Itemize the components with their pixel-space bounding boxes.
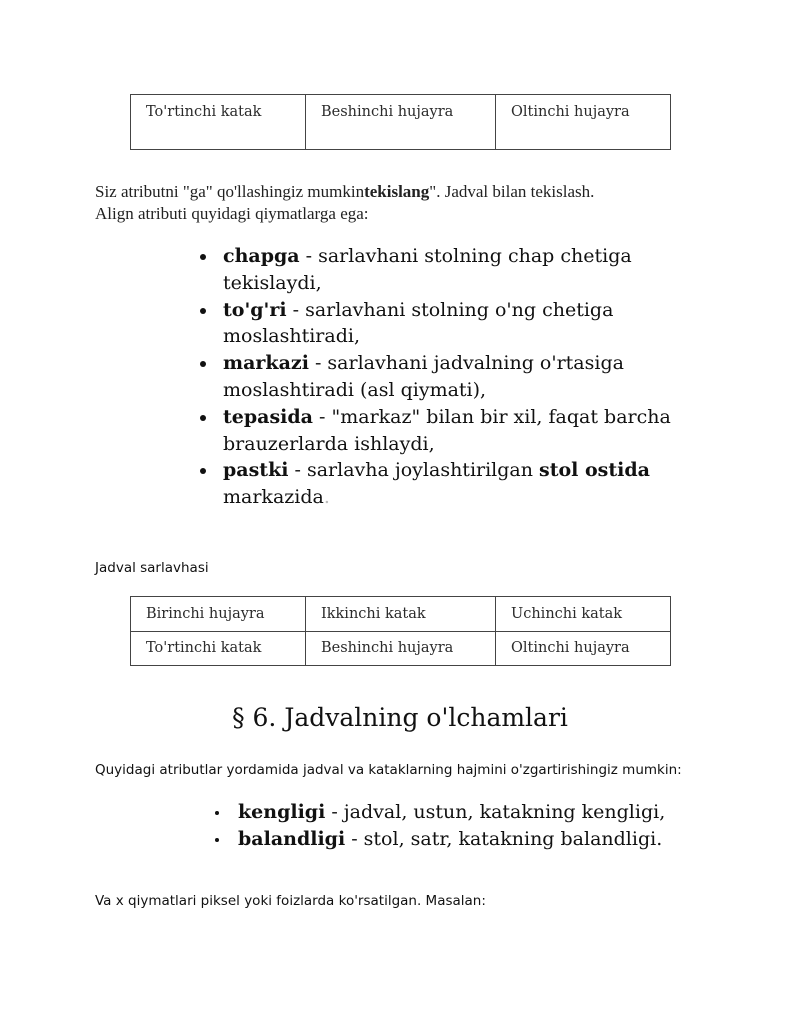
table-bottom (130, 596, 671, 666)
list-item-term: kengligi (238, 801, 326, 823)
list-item-desc: - sarlavhani stolning o'ng chetiga moslashtiradi, (223, 298, 614, 348)
table-cell: Ikkinchi katak (306, 597, 496, 632)
list-item-term: markazi (223, 352, 309, 375)
table-top (130, 94, 671, 150)
list-item-desc: markazida (223, 486, 324, 509)
values-note: Va x qiymatlari piksel yoki foizlarda ko'rsatilgan. Masalan: (95, 893, 486, 909)
list-item-desc: - sarlavhani jadvalning o'rtasiga moslashtiradi (asl qiymati), (223, 352, 624, 401)
align-paragraph-line2: Align atributi quyidagi qiymatlarga ega: (95, 204, 369, 223)
list-item (199, 350, 679, 404)
size-attributes-list (215, 799, 695, 853)
table-cell: Oltinchi hujayra (496, 95, 671, 150)
align-paragraph (95, 181, 715, 225)
align-paragraph-text: Siz atributni "ga" qo'llashingiz mumkin (95, 182, 365, 201)
table-row (131, 631, 671, 666)
list-item (215, 799, 695, 826)
table-cell: Oltinchi hujayra (496, 631, 671, 666)
list-item-term: to'g'ri (223, 298, 287, 321)
align-values-list (199, 243, 679, 511)
table-caption: Jadval sarlavhasi (95, 560, 209, 576)
list-item-desc: - "markaz" bilan bir xil, faqat barcha brauzerlarda ishlaydi, (223, 405, 671, 455)
list-item (199, 297, 679, 351)
list-item-desc: - stol, satr, katakning balandligi. (345, 828, 663, 850)
list-item-term: pastki (223, 459, 289, 482)
table-row (131, 597, 671, 632)
list-item (215, 826, 695, 853)
list-item-term: chapga (223, 245, 300, 267)
table-cell: To'rtinchi katak (131, 631, 306, 666)
list-item-term: stol ostida (539, 459, 650, 482)
list-item (199, 404, 679, 458)
list-item-term: tepasida (223, 405, 313, 428)
align-paragraph-text-after: ". Jadval bilan tekislash. (429, 182, 595, 201)
size-intro: Quyidagi atributlar yordamida jadval va kataklarning hajmini o'zgartirishingiz mumkin: (95, 762, 682, 778)
list-item-desc: - jadval, ustun, katakning kengligi, (325, 801, 666, 823)
table-cell: Beshinchi hujayra (306, 631, 496, 666)
table-cell: Uchinchi katak (496, 597, 671, 632)
list-item-desc: - sarlavhani stolning chap chetiga tekislaydi, (223, 245, 632, 294)
table-row (131, 95, 671, 150)
list-item-desc: - sarlavha joylashtirilgan (288, 459, 540, 482)
list-item-term: balandligi (238, 828, 346, 850)
list-item (199, 457, 679, 511)
align-paragraph-bold: tekislang (364, 182, 430, 201)
table-cell: Beshinchi hujayra (306, 95, 496, 150)
list-item (199, 243, 679, 297)
section-heading: § 6. Jadvalning o'lchamlari (232, 703, 568, 732)
list-item-tail: . (323, 486, 330, 509)
table-cell: Birinchi hujayra (131, 597, 306, 632)
table-cell: To'rtinchi katak (131, 95, 306, 150)
